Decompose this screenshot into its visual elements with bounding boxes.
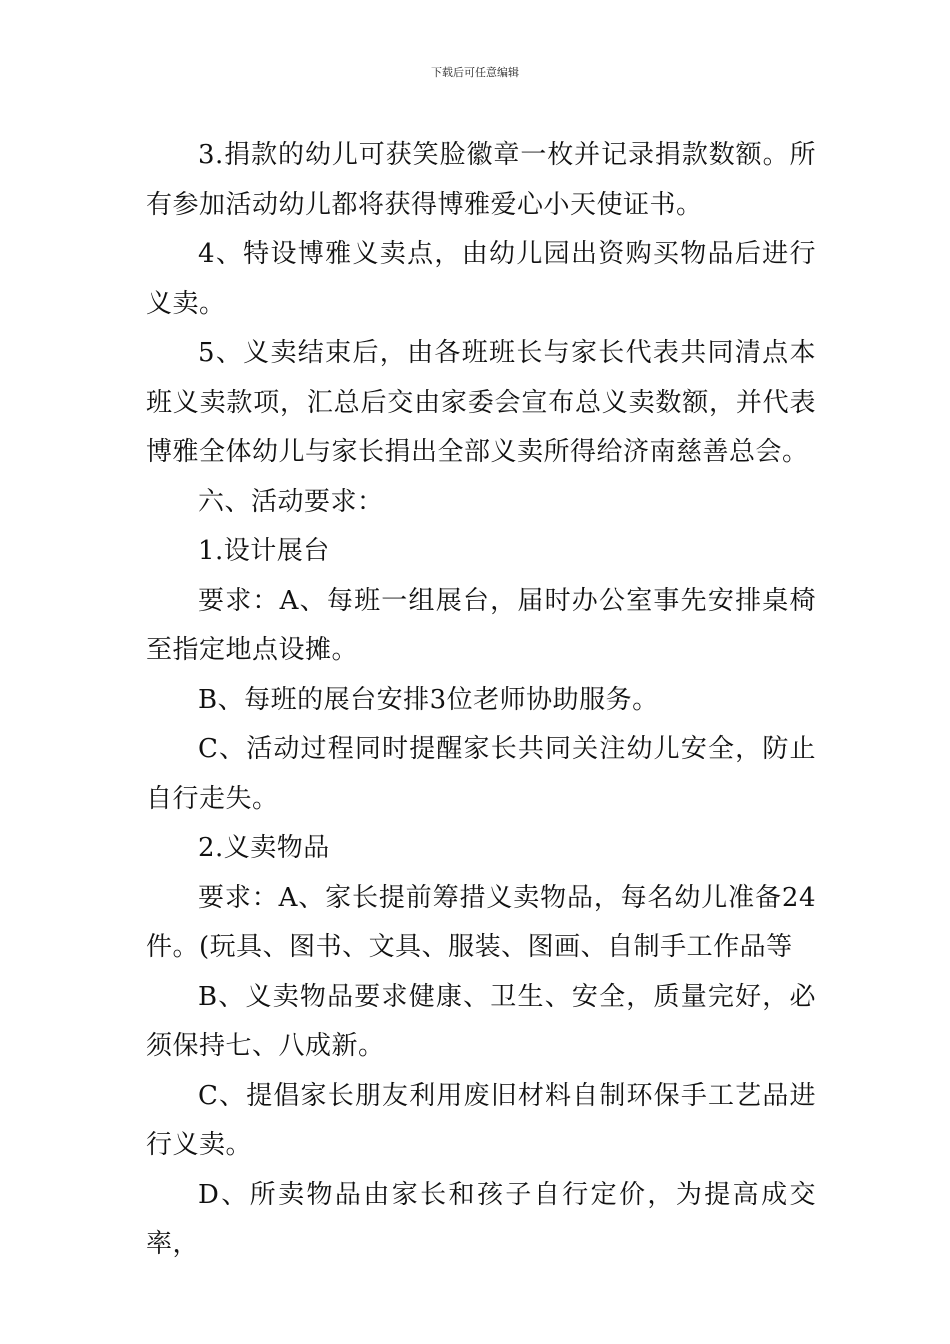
paragraph: C、活动过程同时提醒家长共同关注幼儿安全，防止自行走失。 [146, 734, 816, 814]
section-heading: 六、活动要求： [198, 486, 384, 517]
document-body [146, 131, 816, 1270]
paragraph: C、提倡家长朋友利用废旧材料自制环保手工艺品进行义卖。 [146, 1080, 816, 1160]
paragraph: B、每班的展台安排3位老师协助服务。 [198, 684, 659, 715]
subsection-heading: 2.义卖物品 [198, 833, 330, 863]
paragraph: 要求：A、家长提前筹措义卖物品，每名幼儿准备24件。(玩具、图书、文具、服装、图画、自制手工作品等 [146, 882, 816, 962]
paragraph: 4、特设博雅义卖点，由幼儿园出资购买物品后进行义卖。 [146, 239, 816, 319]
page-header: 下载后可任意编辑 [431, 66, 519, 79]
paragraph: 3.捐款的幼儿可获笑脸徽章一枚并记录捐款数额。所有参加活动幼儿都将获得博雅爱心小天使证书。 [146, 140, 816, 220]
paragraph: B、义卖物品要求健康、卫生、安全，质量完好，必须保持七、八成新。 [146, 981, 816, 1061]
subsection-heading: 1.设计展台 [198, 536, 330, 566]
paragraph: 要求：A、每班一组展台，届时办公室事先安排桌椅至指定地点设摊。 [146, 585, 816, 665]
paragraph: 5、义卖结束后，由各班班长与家长代表共同清点本班义卖款项，汇总后交由家委会宣布总义卖数额，并代表博雅全体幼儿与家长捐出全部义卖所得给济南慈善总会。 [146, 338, 816, 467]
paragraph: D、所卖物品由家长和孩子自行定价，为提高成交率， [146, 1179, 816, 1259]
